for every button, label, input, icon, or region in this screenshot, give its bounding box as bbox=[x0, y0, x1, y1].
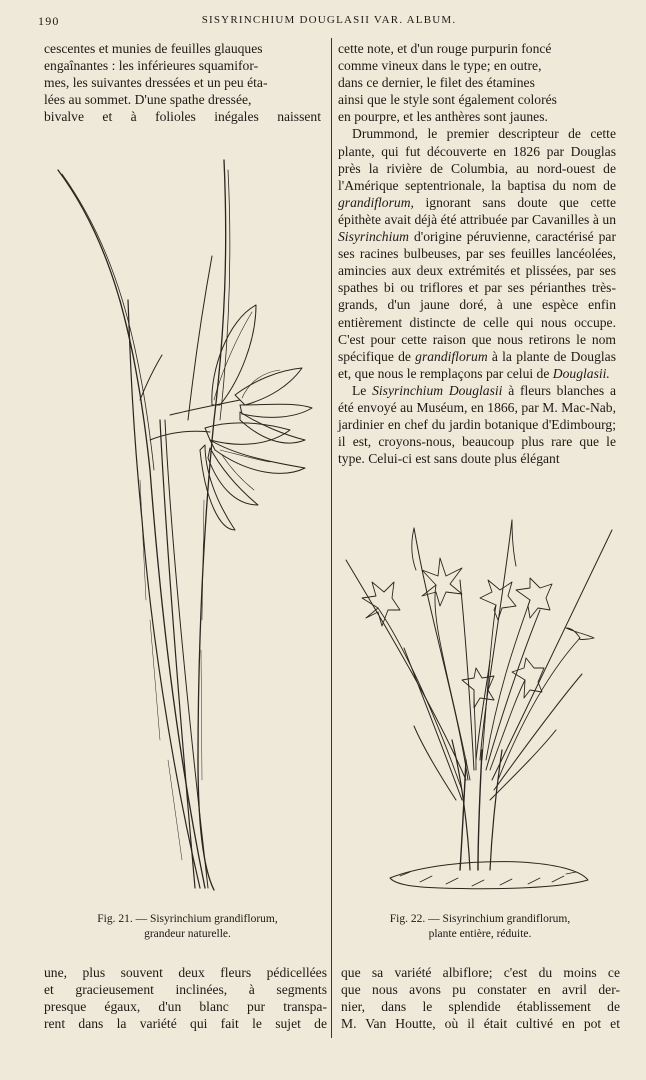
text-line: cescentes et munies de feuilles glauques bbox=[44, 41, 263, 56]
text-line: en pourpre, et les anthères sont jaunes. bbox=[338, 109, 548, 125]
text-line: une, plus souvent deux fleurs pédicellées bbox=[44, 965, 327, 980]
right-column-bottom-text bbox=[341, 964, 620, 1032]
caption-line: Fig. 21. — Sisyrinchium grandiflorum, bbox=[97, 913, 278, 925]
text-line: nier, dans le splendide établissement de bbox=[341, 999, 620, 1015]
text-line: mes, les suivantes dressées et un peu éta- bbox=[44, 75, 268, 91]
text-run: à la plante de Douglas et, que nous le remplaçons par celui de bbox=[338, 348, 616, 381]
text-line: M. Van Houtte, où il était cultivé en pot et bbox=[341, 1016, 620, 1032]
italic-run: Sisyrinchium bbox=[338, 229, 409, 245]
caption-line: Fig. 22. — Sisyrinchium grandiflorum, bbox=[389, 913, 571, 925]
text-line: bivalve et à folioles inégales naissent bbox=[44, 109, 321, 125]
text-line: comme vineux dans le type; en outre, bbox=[338, 58, 542, 74]
text-line: presque égaux, d'un blanc pur transpa- bbox=[44, 999, 327, 1015]
italic-run: Sisyrinchium Douglasii bbox=[372, 382, 503, 398]
text-line: lées au sommet. D'une spathe dressée, bbox=[44, 92, 252, 108]
text-run: Drummond, le premier descripteur de cette plante, qui fut découverte en 1826 par Douglas près la rivière de Columbia, au nord-ouest de l'Amérique septentrionale, la baptisa du nom de bbox=[338, 126, 616, 193]
text-run: ignorant sans doute que cette épithète avait déjà été attribuée par Cavanilles à un bbox=[338, 194, 616, 227]
caption-line: plante entière, réduite. bbox=[428, 928, 532, 940]
text-line: dans ce dernier, le filet des étamines bbox=[338, 75, 535, 91]
running-title: SISYRINCHIUM DOUGLASII VAR. ALBUM. bbox=[201, 14, 457, 26]
italic-run: grandiflorum, bbox=[338, 194, 414, 210]
fig21-caption bbox=[50, 912, 325, 942]
text-line: que sa variété albiflore; c'est du moins ce bbox=[341, 965, 620, 980]
caption-line: grandeur naturelle. bbox=[144, 928, 231, 940]
text-run: à fleurs blanches a été envoyé au Muséum, en 1866, par M. Mac-Nab, jardinier en chef du jardin botanique d'Edimbourg; il est, croyons-nous, beaucoup plus rare que le type. Celui-ci est sans doute plus élégant bbox=[338, 382, 616, 467]
italic-run: Douglasii. bbox=[552, 365, 610, 381]
text-line: et gracieusement inclinées, à segments bbox=[44, 982, 327, 998]
text-line: cette note, et d'un rouge purpurin foncé bbox=[338, 41, 552, 56]
text-line: que nous avons pu constater en avril der- bbox=[341, 982, 620, 998]
fig22-caption bbox=[340, 912, 620, 942]
text-line: rent dans la variété qui fait le sujet de bbox=[44, 1016, 327, 1032]
text-line: ainsi que le style sont également colorés bbox=[338, 92, 557, 108]
text-run: d'origine péruvienne, caractérisé par ses racines bulbeuses, par ses feuilles lancéolées, amincies aux deux extrémités et plissées, par ses spathes bi ou triflores et par ses périanthes très-grands, d'un jaune doré, à une espèce enfin entièrement distincte de celle qui nous occupe. C'est pour cette raison que nous retirons le nom spécifique de bbox=[338, 229, 616, 364]
text-run: Le bbox=[352, 382, 373, 398]
left-column-bottom-text bbox=[44, 964, 327, 1032]
page-number: 190 bbox=[38, 14, 60, 28]
text-line: engaînantes : les inférieures squamifor- bbox=[44, 58, 259, 74]
italic-run: grandiflorum bbox=[415, 348, 488, 364]
